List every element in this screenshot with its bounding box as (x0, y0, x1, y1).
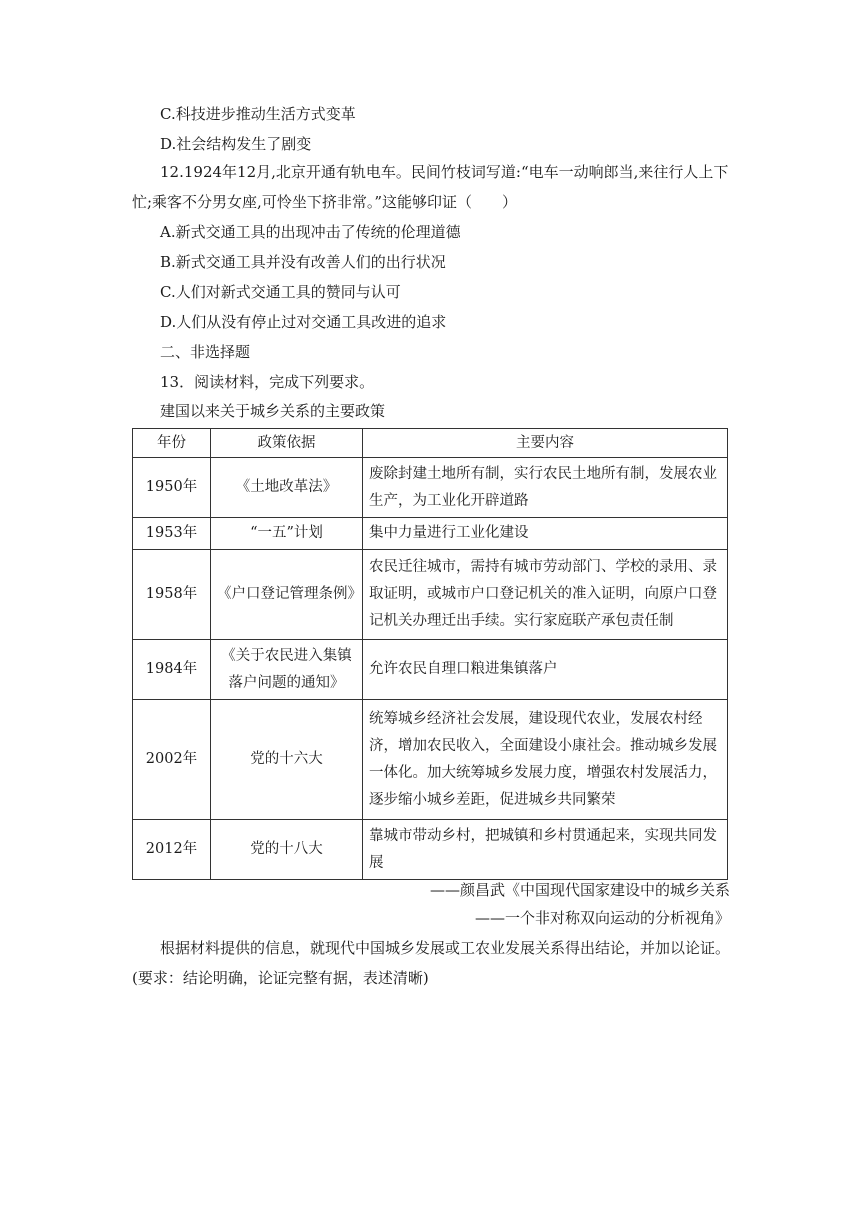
q13-requirement: 根据材料提供的信息，就现代中国城乡发展或工农业发展关系得出结论，并加以论证。(要求：结论明确，论证完整有据，表述清晰) (132, 939, 731, 987)
citation-line-2: ——一个非对称双向运动的分析视角》 (474, 909, 730, 927)
cell-basis: 《关于农民进入集镇落户问题的通知》 (211, 640, 363, 700)
cell-year: 1953年 (133, 518, 211, 550)
header-year: 年份 (133, 429, 211, 458)
cell-content: 废除封建土地所有制，实行农民土地所有制，发展农业生产，为工业化开辟道路 (363, 458, 728, 518)
cell-basis: “一五”计划 (211, 518, 363, 550)
cell-content: 农民迁往城市，需持有城市劳动部门、学校的录用、录取证明，或城市户口登记机关的准入证明，向原户口登记机关办理迁出手续。实行家庭联产承包责任制 (363, 550, 728, 640)
q12-option-c: C.人们对新式交通工具的赞同与认可 (160, 283, 401, 301)
header-basis: 政策依据 (211, 429, 363, 458)
cell-content: 允许农民自理口粮进集镇落户 (363, 640, 728, 700)
cell-year: 1950年 (133, 458, 211, 518)
cell-basis: 《户口登记管理条例》 (211, 550, 363, 640)
q11-option-c: C.科技进步推动生活方式变革 (160, 105, 356, 123)
q12-option-a: A.新式交通工具的出现冲击了传统的伦理道德 (160, 223, 461, 241)
q13-stem: 13．阅读材料，完成下列要求。 (160, 373, 375, 391)
policy-table (132, 428, 728, 880)
cell-basis: 《土地改革法》 (211, 458, 363, 518)
table-row (133, 700, 728, 820)
q11-option-d: D.社会结构发生了剧变 (160, 135, 312, 153)
citation-line-1: ——颜昌武《中国现代国家建设中的城乡关系 (429, 881, 730, 899)
cell-year: 1984年 (133, 640, 211, 700)
section-title: 二、非选择题 (160, 343, 251, 361)
cell-content: 统筹城乡经济社会发展，建设现代农业，发展农村经济，增加农民收入，全面建设小康社会。推动城乡发展一体化。加大统筹城乡发展力度，增强农村发展活力，逐步缩小城乡差距，促进城乡共同繁荣 (363, 700, 728, 820)
cell-basis: 党的十八大 (211, 820, 363, 880)
table-row (133, 458, 728, 518)
table-row (133, 640, 728, 700)
table-row (133, 820, 728, 880)
q12-option-b: B.新式交通工具并没有改善人们的出行状况 (160, 253, 446, 271)
q12-option-d: D.人们从没有停止过对交通工具改进的追求 (160, 313, 447, 331)
table-title: 建国以来关于城乡关系的主要政策 (160, 402, 386, 420)
cell-year: 2002年 (133, 700, 211, 820)
header-content: 主要内容 (363, 429, 728, 458)
table-header-row (133, 429, 728, 458)
cell-content: 靠城市带动乡村，把城镇和乡村贯通起来，实现共同发展 (363, 820, 728, 880)
cell-year: 1958年 (133, 550, 211, 640)
table-row (133, 518, 728, 550)
cell-content: 集中力量进行工业化建设 (363, 518, 728, 550)
cell-year: 2012年 (133, 820, 211, 880)
q12-stem: 12.1924年12月,北京开通有轨电车。民间竹枝词写道:“电车一动响郎当,来往行人上下忙;乘客不分男女座,可怜坐下挤非常。”这能够印证（ ） (132, 163, 729, 211)
table-row (133, 550, 728, 640)
cell-basis: 党的十六大 (211, 700, 363, 820)
